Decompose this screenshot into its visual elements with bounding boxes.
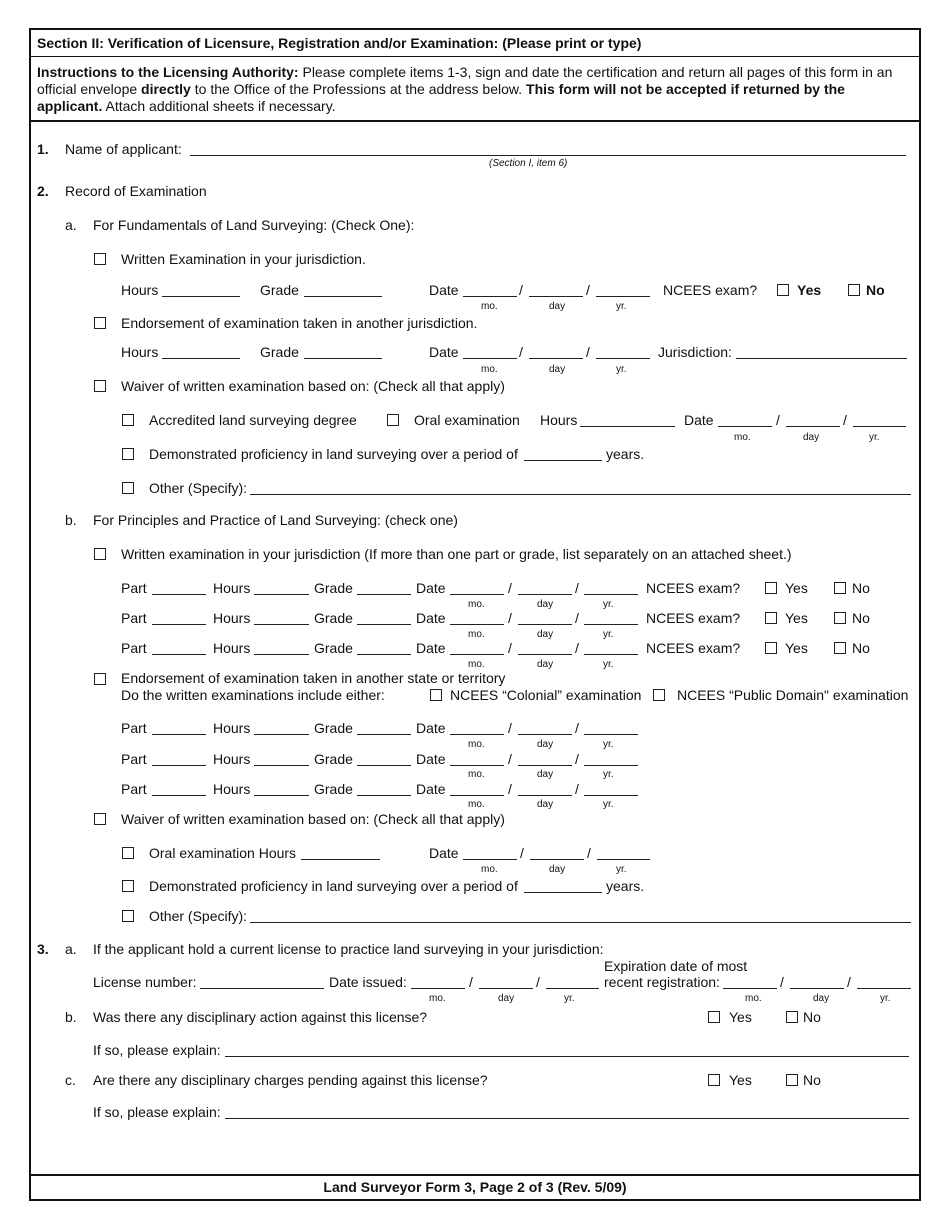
fs-demonstrated-checkbox[interactable] [122, 448, 134, 460]
yr-caption: yr. [564, 993, 575, 1004]
item3a-letter: a. [65, 941, 77, 957]
fs-other-checkbox[interactable] [122, 482, 134, 494]
license-number-field[interactable] [200, 988, 324, 989]
pp-endorse-date-yr[interactable] [584, 795, 638, 796]
pp-endorse-part-field[interactable] [152, 795, 206, 796]
pp-endorse-date-mo[interactable] [450, 734, 504, 735]
pp-endorse-hours-field[interactable] [254, 795, 309, 796]
pp-waiver-checkbox[interactable] [94, 813, 106, 825]
day-caption: day [537, 739, 554, 750]
license-number-label: License number: [93, 974, 197, 990]
fs-endorsement-checkbox[interactable] [94, 317, 106, 329]
pp-written-grade-field[interactable] [357, 594, 411, 595]
mo-caption: mo. [745, 993, 762, 1004]
yr-caption: yr. [603, 599, 614, 610]
charges-pending-no-checkbox[interactable] [786, 1074, 798, 1086]
date-slash: / [508, 610, 512, 626]
fs-written-checkbox[interactable] [94, 253, 106, 265]
charges-pending-explain-label: If so, please explain: [93, 1104, 221, 1120]
fs-endorse-grade-field[interactable] [304, 358, 382, 359]
pp-ncees-no-label: No [852, 640, 870, 656]
pp-written-part-label: Part [121, 640, 147, 656]
pp-endorse-date-mo[interactable] [450, 765, 504, 766]
yr-caption: yr. [869, 432, 880, 443]
item3c-letter: c. [65, 1072, 76, 1088]
date-slash: / [520, 845, 524, 861]
pp-endorse-hours-field[interactable] [254, 765, 309, 766]
instructions-part2: to the Office of the Professions at the address below. [190, 81, 527, 97]
pp-colonial-checkbox[interactable] [430, 689, 442, 701]
day-caption: day [549, 864, 566, 875]
pp-written-part-field[interactable] [152, 624, 206, 625]
pp-written-part-label: Part [121, 610, 147, 626]
instructions-text [37, 64, 907, 115]
pp-written-hours-field[interactable] [254, 594, 309, 595]
day-caption: day [537, 629, 554, 640]
date-slash: / [508, 781, 512, 797]
pp-public-domain-label: NCEES “Public Domain" examination [677, 687, 909, 703]
charges-pending-question: Are there any disciplinary charges pending against this license? [93, 1072, 488, 1088]
day-caption: day [549, 301, 566, 312]
item3-number: 3. [37, 941, 49, 957]
fs-written-grade-field[interactable] [304, 296, 382, 297]
charges-pending-explain-field[interactable] [225, 1118, 909, 1119]
pp-written-date-label: Date [416, 580, 446, 596]
fs-years-label: years. [606, 446, 645, 462]
pp-written-grade-field[interactable] [357, 654, 411, 655]
date-slash: / [847, 974, 851, 990]
footer-divider [29, 1174, 921, 1176]
fs-waiver-label: Waiver of written examination based on: (Check all that apply) [121, 378, 505, 394]
date-slash: / [575, 751, 579, 767]
pp-endorse-hours-label: Hours [213, 781, 251, 797]
mo-caption: mo. [468, 739, 485, 750]
date-slash: / [469, 974, 473, 990]
fs-accredited-label: Accredited land surveying degree [149, 412, 357, 428]
day-caption: day [813, 993, 830, 1004]
fs-waiver-checkbox[interactable] [94, 380, 106, 392]
fs-oral-date-mo[interactable] [718, 426, 772, 427]
fs-written-date-mo[interactable] [463, 296, 517, 297]
item2a-letter: a. [65, 217, 77, 233]
fs-endorse-date-day[interactable] [529, 358, 583, 359]
pp-written-date-mo[interactable] [450, 654, 504, 655]
fs-ncees-yes-label: Yes [797, 282, 822, 298]
fs-ncees-exam-label: NCEES exam? [663, 282, 758, 298]
fs-endorse-date-yr[interactable] [596, 358, 650, 359]
pp-written-date-yr[interactable] [584, 624, 638, 625]
day-caption: day [537, 799, 554, 810]
pp-endorse-date-yr[interactable] [584, 734, 638, 735]
pp-ncees-no-label: No [852, 580, 870, 596]
charges-pending-yes-label: Yes [729, 1072, 752, 1088]
date-slash: / [776, 412, 780, 428]
expiration-label-line2: recent registration: [604, 974, 720, 990]
day-caption: day [537, 599, 554, 610]
yr-caption: yr. [880, 993, 891, 1004]
pp-endorse-grade-label: Grade [314, 720, 353, 736]
item3b-letter: b. [65, 1009, 77, 1025]
pp-demonstrated-checkbox[interactable] [122, 880, 134, 892]
pp-endorse-grade-label: Grade [314, 751, 353, 767]
pp-written-grade-label: Grade [314, 610, 353, 626]
fs-other-label: Other (Specify): [149, 480, 248, 496]
date-slash: / [780, 974, 784, 990]
fs-ncees-yes-checkbox[interactable] [777, 284, 789, 296]
pp-written-date-day[interactable] [518, 624, 572, 625]
date-slash: / [519, 344, 523, 360]
date-slash: / [508, 640, 512, 656]
fs-endorse-date-label: Date [429, 344, 459, 360]
pp-written-date-label: Date [416, 640, 446, 656]
fs-ncees-no-label: No [866, 282, 885, 298]
mo-caption: mo. [734, 432, 751, 443]
pp-endorse-date-day[interactable] [518, 734, 572, 735]
fs-written-date-day[interactable] [529, 296, 583, 297]
pp-endorse-hours-label: Hours [213, 751, 251, 767]
pp-oral-date-day[interactable] [530, 859, 584, 860]
yr-caption: yr. [603, 739, 614, 750]
fs-oral-checkbox[interactable] [387, 414, 399, 426]
pp-endorse-hours-field[interactable] [254, 734, 309, 735]
pp-written-part-field[interactable] [152, 654, 206, 655]
expiration-date-mo[interactable] [723, 988, 777, 989]
date-issued-label: Date issued: [329, 974, 407, 990]
pp-public-domain-checkbox[interactable] [653, 689, 665, 701]
day-caption: day [537, 659, 554, 670]
fs-demonstrated-label: Demonstrated proficiency in land surveying over a period of [149, 446, 518, 462]
date-slash: / [575, 610, 579, 626]
date-slash: / [843, 412, 847, 428]
instructions-part3: Attach additional sheets if necessary. [102, 98, 336, 114]
pp-written-grade-label: Grade [314, 640, 353, 656]
pp-endorse-date-label: Date [416, 720, 446, 736]
pp-written-hours-label: Hours [213, 610, 251, 626]
pp-endorse-grade-field[interactable] [357, 765, 411, 766]
pp-written-date-day[interactable] [518, 594, 572, 595]
pp-endorsement-checkbox[interactable] [94, 673, 106, 685]
date-slash: / [575, 640, 579, 656]
fs-ncees-no-checkbox[interactable] [848, 284, 860, 296]
pp-written-hours-field[interactable] [254, 654, 309, 655]
fs-oral-hours-label: Hours [540, 412, 578, 428]
date-slash: / [575, 781, 579, 797]
yr-caption: yr. [616, 301, 627, 312]
fs-oral-hours-field[interactable] [580, 426, 675, 427]
yr-caption: yr. [603, 629, 614, 640]
fs-written-label: Written Examination in your jurisdiction. [121, 251, 366, 267]
date-slash: / [536, 974, 540, 990]
current-license-question: If the applicant hold a current license to practice land surveying in your jurisdiction: [93, 941, 604, 957]
pp-endorse-part-label: Part [121, 751, 147, 767]
pp-waiver-label: Waiver of written examination based on: (Check all that apply) [121, 811, 505, 827]
yr-caption: yr. [616, 364, 627, 375]
pp-oral-date-label: Date [429, 845, 459, 861]
pp-written-hours-label: Hours [213, 580, 251, 596]
pp-other-field[interactable] [250, 922, 911, 923]
fs-endorse-hours-label: Hours [121, 344, 159, 360]
pp-written-date-yr[interactable] [584, 654, 638, 655]
pp-written-date-mo[interactable] [450, 594, 504, 595]
pp-endorse-date-day[interactable] [518, 795, 572, 796]
item2b-letter: b. [65, 512, 77, 528]
pp-ncees-yes-label: Yes [785, 610, 808, 626]
fs-endorse-date-mo[interactable] [463, 358, 517, 359]
pp-written-date-day[interactable] [518, 654, 572, 655]
disciplinary-action-no-label: No [803, 1009, 821, 1025]
mo-caption: mo. [429, 993, 446, 1004]
instructions-warning: This form will not be accepted if returned by the applicant. [37, 81, 845, 114]
pp-endorsement-label: Endorsement of examination taken in another state or territory [121, 670, 506, 686]
fs-oral-date-label: Date [684, 412, 714, 428]
fs-endorsement-label: Endorsement of examination taken in another jurisdiction. [121, 315, 478, 331]
date-issued-yr[interactable] [546, 988, 599, 989]
date-slash: / [587, 845, 591, 861]
pp-ncees-yes-label: Yes [785, 640, 808, 656]
pp-ncees-no-label: No [852, 610, 870, 626]
fs-written-grade-label: Grade [260, 282, 299, 298]
disciplinary-action-explain-label: If so, please explain: [93, 1042, 221, 1058]
item2-number: 2. [37, 183, 49, 199]
day-caption: day [549, 364, 566, 375]
pp-ncees-yes-checkbox[interactable] [765, 582, 777, 594]
pp-endorse-part-label: Part [121, 781, 147, 797]
fs-written-date-label: Date [429, 282, 459, 298]
record-of-examination-label: Record of Examination [65, 183, 207, 199]
date-issued-mo[interactable] [411, 988, 465, 989]
pp-written-hours-field[interactable] [254, 624, 309, 625]
fs-other-field[interactable] [250, 494, 911, 495]
pp-colonial-label: NCEES “Colonial” examination [450, 687, 642, 703]
date-slash: / [508, 720, 512, 736]
pp-oral-checkbox[interactable] [122, 847, 134, 859]
date-slash: / [586, 344, 590, 360]
yr-caption: yr. [603, 799, 614, 810]
item1-number: 1. [37, 141, 49, 157]
pp-endorse-date-yr[interactable] [584, 765, 638, 766]
pp-demonstrated-years-field[interactable] [524, 892, 602, 893]
pp-written-date-label: Date [416, 610, 446, 626]
pp-written-date-mo[interactable] [450, 624, 504, 625]
principles-label: For Principles and Practice of Land Surveying: (check one) [93, 512, 458, 528]
fs-jurisdiction-label: Jurisdiction: [658, 344, 732, 360]
pp-demonstrated-label: Demonstrated proficiency in land surveying over a period of [149, 878, 518, 894]
yr-caption: yr. [603, 659, 614, 670]
section-title: Section II: Verification of Licensure, Registration and/or Examination: (Please print or type) [37, 35, 642, 51]
mo-caption: mo. [468, 769, 485, 780]
pp-include-question: Do the written examinations include either: [121, 687, 385, 703]
pp-years-label: years. [606, 878, 645, 894]
expiration-date-day[interactable] [790, 988, 844, 989]
day-caption: day [537, 769, 554, 780]
fs-written-hours-field[interactable] [162, 296, 240, 297]
date-slash: / [586, 282, 590, 298]
pp-ncees-exam-label: NCEES exam? [646, 580, 741, 596]
pp-written-grade-field[interactable] [357, 624, 411, 625]
pp-written-grade-label: Grade [314, 580, 353, 596]
instructions-lead: Instructions to the Licensing Authority: [37, 64, 299, 80]
instructions-directly: directly [141, 81, 191, 97]
pp-endorse-part-field[interactable] [152, 734, 206, 735]
pp-endorse-date-label: Date [416, 751, 446, 767]
pp-endorse-grade-field[interactable] [357, 734, 411, 735]
fs-accredited-checkbox[interactable] [122, 414, 134, 426]
applicant-name-field[interactable] [190, 155, 906, 156]
pp-oral-date-yr[interactable] [597, 859, 650, 860]
day-caption: day [803, 432, 820, 443]
fs-oral-date-day[interactable] [786, 426, 840, 427]
form-footer: Land Surveyor Form 3, Page 2 of 3 (Rev. 5/09) [323, 1179, 627, 1195]
pp-ncees-no-checkbox[interactable] [834, 582, 846, 594]
disciplinary-action-question: Was there any disciplinary action against this license? [93, 1009, 428, 1025]
instructions-part1: Please complete items 1-3, sign and date the certification and return all pages of this form in an official envelope [37, 64, 893, 97]
applicant-name-label: Name of applicant: [65, 141, 182, 157]
charges-pending-no-label: No [803, 1072, 821, 1088]
charges-pending-yes-checkbox[interactable] [708, 1074, 720, 1086]
pp-ncees-exam-label: NCEES exam? [646, 640, 741, 656]
pp-written-label: Written examination in your jurisdiction (If more than one part or grade, list separately on an attached sheet.) [121, 546, 792, 562]
mo-caption: mo. [468, 599, 485, 610]
pp-ncees-no-checkbox[interactable] [834, 612, 846, 624]
pp-endorse-date-label: Date [416, 781, 446, 797]
yr-caption: yr. [603, 769, 614, 780]
pp-oral-hours-field[interactable] [301, 859, 380, 860]
pp-written-hours-label: Hours [213, 640, 251, 656]
pp-written-date-yr[interactable] [584, 594, 638, 595]
expiration-date-yr[interactable] [857, 988, 911, 989]
fs-endorse-grade-label: Grade [260, 344, 299, 360]
date-slash: / [575, 720, 579, 736]
mo-caption: mo. [481, 364, 498, 375]
date-issued-day[interactable] [479, 988, 533, 989]
pp-endorse-grade-field[interactable] [357, 795, 411, 796]
pp-oral-hours-label: Oral examination Hours [149, 845, 297, 861]
fs-oral-date-yr[interactable] [853, 426, 906, 427]
fs-jurisdiction-field[interactable] [736, 358, 907, 359]
date-slash: / [508, 751, 512, 767]
pp-endorse-hours-label: Hours [213, 720, 251, 736]
mo-caption: mo. [481, 864, 498, 875]
pp-written-part-field[interactable] [152, 594, 206, 595]
disciplinary-action-yes-checkbox[interactable] [708, 1011, 720, 1023]
fs-written-hours-label: Hours [121, 282, 159, 298]
mo-caption: mo. [468, 659, 485, 670]
disciplinary-action-yes-label: Yes [729, 1009, 752, 1025]
mo-caption: mo. [481, 301, 498, 312]
disciplinary-action-no-checkbox[interactable] [786, 1011, 798, 1023]
fs-written-date-yr[interactable] [596, 296, 650, 297]
fs-oral-label: Oral examination [414, 412, 520, 428]
pp-endorse-grade-label: Grade [314, 781, 353, 797]
pp-ncees-no-checkbox[interactable] [834, 642, 846, 654]
pp-endorse-part-label: Part [121, 720, 147, 736]
date-slash: / [508, 580, 512, 596]
date-slash: / [575, 580, 579, 596]
pp-ncees-yes-checkbox[interactable] [765, 612, 777, 624]
pp-oral-date-mo[interactable] [463, 859, 517, 860]
fs-demonstrated-years-field[interactable] [524, 460, 602, 461]
pp-other-label: Other (Specify): [149, 908, 248, 924]
pp-endorse-part-field[interactable] [152, 765, 206, 766]
pp-endorse-date-day[interactable] [518, 765, 572, 766]
pp-ncees-yes-checkbox[interactable] [765, 642, 777, 654]
pp-written-checkbox[interactable] [94, 548, 106, 560]
disciplinary-action-explain-field[interactable] [225, 1056, 909, 1057]
pp-ncees-exam-label: NCEES exam? [646, 610, 741, 626]
pp-endorse-date-mo[interactable] [450, 795, 504, 796]
applicant-name-note: (Section I, item 6) [489, 158, 568, 169]
date-slash: / [519, 282, 523, 298]
pp-written-part-label: Part [121, 580, 147, 596]
pp-ncees-yes-label: Yes [785, 580, 808, 596]
mo-caption: mo. [468, 799, 485, 810]
pp-other-checkbox[interactable] [122, 910, 134, 922]
fundamentals-label: For Fundamentals of Land Surveying: (Check One): [93, 217, 415, 233]
yr-caption: yr. [616, 864, 627, 875]
fs-endorse-hours-field[interactable] [162, 358, 240, 359]
mo-caption: mo. [468, 629, 485, 640]
expiration-label-line1: Expiration date of most [604, 958, 748, 974]
day-caption: day [498, 993, 515, 1004]
